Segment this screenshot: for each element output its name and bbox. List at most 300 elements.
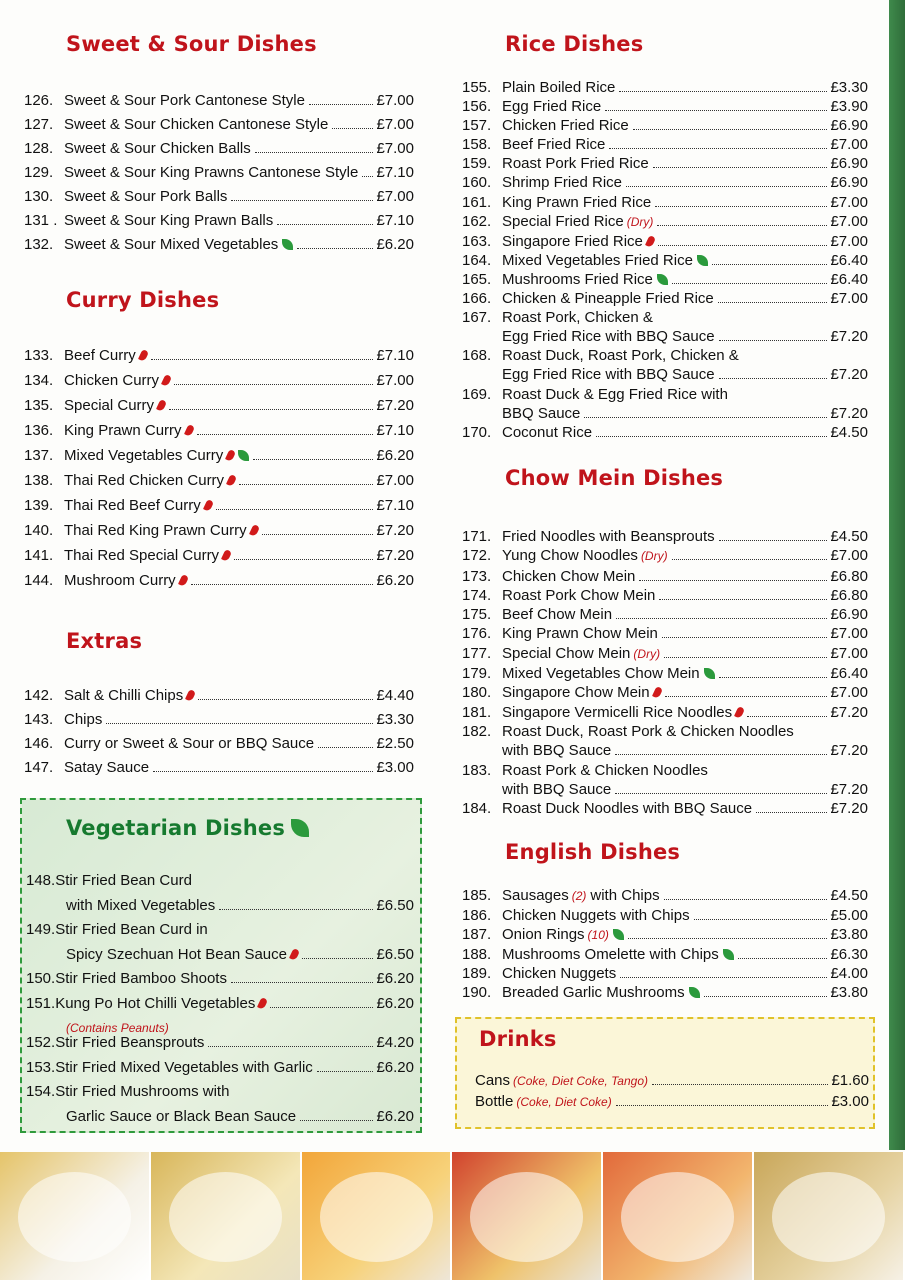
item-name xyxy=(502,404,580,423)
leader-dots xyxy=(297,248,373,249)
item-number: 175. xyxy=(462,606,492,624)
leader-dots xyxy=(317,1071,374,1072)
menu-item-line xyxy=(462,270,868,289)
item-number: 158. xyxy=(462,136,492,154)
item-name xyxy=(64,543,230,568)
item-name-text: Mushrooms Fried Rice xyxy=(502,270,653,288)
menu-item-line xyxy=(462,365,868,384)
item-name-text: Breaded Garlic Mushrooms xyxy=(502,984,685,1002)
menu-item-line xyxy=(24,568,414,593)
item-name xyxy=(502,741,611,760)
item-name xyxy=(502,722,794,741)
item-number: 173. xyxy=(462,567,492,585)
item-number: 156. xyxy=(462,98,492,116)
item-number: 183. xyxy=(462,761,492,779)
leader-dots xyxy=(694,919,828,920)
item-number: 129. xyxy=(24,164,54,181)
menu-item-line xyxy=(24,684,414,708)
item-number: 169. xyxy=(462,385,492,403)
menu-item-line xyxy=(462,722,868,741)
menu-item-line xyxy=(24,368,414,393)
item-name-text: Sweet & Sour Chicken Balls xyxy=(64,140,251,157)
item-name xyxy=(55,992,266,1017)
vegetarian-leaf-icon xyxy=(723,949,734,960)
menu-item xyxy=(462,546,868,566)
item-name-text: Roast Pork & Chicken Noodles xyxy=(502,761,708,779)
item-name xyxy=(502,586,655,605)
menu-item xyxy=(462,289,868,308)
leader-dots xyxy=(664,657,827,658)
item-name-text: Sweet & Sour Pork Balls xyxy=(64,188,228,205)
leader-dots xyxy=(616,618,827,619)
item-price: £6.80 xyxy=(830,586,868,604)
item-price: £7.20 xyxy=(830,800,868,818)
menu-item xyxy=(26,1056,414,1081)
leader-dots xyxy=(231,200,373,201)
menu-item-line xyxy=(26,869,414,894)
item-price: £7.00 xyxy=(830,547,868,565)
menu-item xyxy=(24,493,414,518)
item-name xyxy=(64,393,165,418)
menu-item-line xyxy=(462,886,868,906)
leader-dots xyxy=(665,696,828,697)
menu-item xyxy=(462,664,868,683)
item-number: 151. xyxy=(26,994,56,1012)
menu-item-line xyxy=(462,925,868,945)
menu-item xyxy=(26,967,414,992)
menu-item-line xyxy=(462,906,868,925)
item-number: 137. xyxy=(24,447,54,464)
chilli-icon xyxy=(203,499,214,512)
menu-item-line xyxy=(24,493,414,518)
menu-item xyxy=(462,624,868,643)
item-name-text: Thai Red Chicken Curry xyxy=(64,472,225,489)
menu-item xyxy=(24,233,414,257)
item-name xyxy=(64,89,305,113)
menu-item xyxy=(462,799,868,818)
item-name-text: Yung Chow Noodles xyxy=(502,547,638,565)
item-price: £7.00 xyxy=(376,188,414,205)
item-number: 176. xyxy=(462,625,492,643)
menu-item xyxy=(462,154,868,173)
leader-dots xyxy=(653,167,828,168)
item-note: (2) xyxy=(571,889,587,903)
item-name-text: Roast Duck & Egg Fried Rice with xyxy=(502,385,728,403)
menu-item xyxy=(462,722,868,761)
item-name xyxy=(502,780,611,799)
menu-item-line xyxy=(462,346,868,365)
menu-item-line xyxy=(462,423,868,442)
item-price: £6.50 xyxy=(376,945,414,963)
item-name-text: Egg Fried Rice with BBQ Sauce xyxy=(502,366,715,384)
item-number: 144. xyxy=(24,572,54,589)
leader-dots xyxy=(208,1046,373,1047)
item-number: 153. xyxy=(26,1058,56,1076)
menu-item-line xyxy=(24,185,414,209)
item-name-text: King Prawn Chow Mein xyxy=(502,625,658,643)
vegetarian-leaf-icon xyxy=(613,929,624,940)
item-price: £6.20 xyxy=(376,236,414,253)
leader-dots xyxy=(657,225,827,226)
leader-dots xyxy=(719,340,828,341)
item-price: £6.90 xyxy=(830,606,868,624)
item-number: 157. xyxy=(462,117,492,135)
menu-item-line xyxy=(26,967,414,992)
menu-item-line xyxy=(475,1071,869,1092)
item-name xyxy=(502,683,661,702)
item-number: 133. xyxy=(24,347,54,364)
menu-item xyxy=(462,173,868,192)
menu-item xyxy=(24,518,414,543)
allergen-note: (Contains Peanuts) xyxy=(66,1021,169,1035)
menu-item xyxy=(475,1071,869,1092)
item-name xyxy=(55,869,192,894)
menu-item xyxy=(462,423,868,442)
item-name-text: Chicken & Pineapple Fried Rice xyxy=(502,290,714,308)
leader-dots xyxy=(672,283,828,284)
item-number: 160. xyxy=(462,174,492,192)
menu-item-line xyxy=(24,233,414,257)
item-name xyxy=(502,97,601,116)
item-name-text: Salt & Chilli Chips xyxy=(64,687,184,704)
leader-dots xyxy=(362,176,373,177)
leader-dots xyxy=(300,1120,373,1121)
item-number: 134. xyxy=(24,372,54,389)
menu-item xyxy=(24,209,414,233)
item-price: £4.50 xyxy=(830,528,868,545)
leader-dots xyxy=(216,509,374,510)
item-name-text: Special Curry xyxy=(64,397,155,414)
item-price: £7.00 xyxy=(830,625,868,643)
item-price: £6.20 xyxy=(376,994,414,1012)
menu-item-line xyxy=(462,683,868,702)
leader-dots xyxy=(605,110,827,111)
menu-item-line xyxy=(462,799,868,818)
item-price: £7.10 xyxy=(376,164,414,181)
leader-dots xyxy=(738,958,828,959)
menu-item-line xyxy=(24,137,414,161)
item-number: 128. xyxy=(24,140,54,157)
item-name xyxy=(502,78,615,97)
item-price: £7.00 xyxy=(830,136,868,154)
vegetarian-leaf-icon xyxy=(291,819,309,837)
item-name xyxy=(64,756,149,780)
item-price: £1.60 xyxy=(831,1072,869,1089)
item-name-text: Roast Pork Chow Mein xyxy=(502,586,656,604)
page-edge-decoration xyxy=(889,0,905,1150)
vegetarian-box xyxy=(20,798,422,1133)
item-name-text: Stir Fried Bean Curd xyxy=(55,872,192,889)
item-name-after: with Chips xyxy=(590,887,660,904)
item-price: £6.40 xyxy=(830,251,868,269)
item-price: £7.10 xyxy=(376,347,414,364)
menu-item-line xyxy=(462,212,868,232)
item-note: (Dry) xyxy=(640,549,668,564)
item-name xyxy=(502,945,734,964)
menu-item-line xyxy=(462,761,868,780)
item-name-text: Satay Sauce xyxy=(64,759,150,776)
food-photo xyxy=(603,1152,754,1280)
item-number: 143. xyxy=(24,711,54,728)
item-name-text: Mixed Vegetables Curry xyxy=(64,447,224,464)
leader-dots xyxy=(332,128,373,129)
menu-item xyxy=(462,97,868,116)
item-number: 179. xyxy=(462,665,492,683)
item-price: £6.30 xyxy=(830,946,868,964)
item-note: (Dry) xyxy=(626,214,654,229)
leader-dots xyxy=(309,104,373,105)
item-name xyxy=(64,233,293,257)
item-number: 174. xyxy=(462,586,492,604)
item-price: £7.00 xyxy=(376,140,414,157)
menu-item xyxy=(26,1080,414,1129)
item-name xyxy=(502,644,660,664)
item-name xyxy=(502,327,715,346)
leader-dots xyxy=(620,977,827,978)
chilli-icon xyxy=(178,574,189,587)
item-name-text: Egg Fried Rice xyxy=(502,98,602,116)
item-name xyxy=(502,423,592,442)
item-name xyxy=(64,518,258,543)
item-price: £3.80 xyxy=(830,984,868,1002)
item-name xyxy=(502,173,622,192)
menu-item xyxy=(462,78,868,97)
menu-item xyxy=(24,185,414,209)
item-number: 167. xyxy=(462,309,492,327)
item-price: £7.20 xyxy=(830,703,868,721)
menu-item xyxy=(475,1092,869,1113)
extras-title: Extras xyxy=(66,629,143,653)
item-price: £6.90 xyxy=(830,117,868,135)
item-name xyxy=(502,886,660,906)
item-number: 161. xyxy=(462,193,492,211)
item-name xyxy=(502,546,668,566)
leader-dots xyxy=(615,793,827,794)
food-photo xyxy=(452,1152,603,1280)
item-name xyxy=(502,906,690,925)
item-note: (Dry) xyxy=(633,646,661,661)
menu-item-line xyxy=(24,89,414,113)
menu-item-line xyxy=(462,741,868,760)
item-name xyxy=(64,684,194,708)
menu-item-line xyxy=(462,703,868,722)
item-number: 154. xyxy=(26,1083,56,1100)
leader-dots xyxy=(626,186,827,187)
item-name xyxy=(55,1056,313,1081)
leader-dots xyxy=(658,245,828,246)
leader-dots xyxy=(277,224,373,225)
item-name xyxy=(502,964,616,983)
chilli-icon xyxy=(221,549,232,562)
item-price: £4.20 xyxy=(376,1034,414,1051)
menu-item-line xyxy=(462,586,868,605)
menu-item-line xyxy=(462,116,868,135)
vegetarian-leaf-icon xyxy=(282,239,293,250)
item-name xyxy=(502,193,651,212)
leader-dots xyxy=(262,534,374,535)
menu-item-line xyxy=(24,518,414,543)
item-price: £6.20 xyxy=(376,1107,414,1125)
vegetarian-leaf-icon xyxy=(689,987,700,998)
item-price: £7.00 xyxy=(830,193,868,211)
menu-item-line xyxy=(462,404,868,423)
item-number: 186. xyxy=(462,907,492,925)
item-name xyxy=(502,135,605,154)
menu-item-line xyxy=(26,1056,414,1081)
item-name-text: with BBQ Sauce xyxy=(502,780,612,798)
menu-item xyxy=(24,343,414,368)
item-number: 182. xyxy=(462,722,492,740)
item-name-text: BBQ Sauce xyxy=(502,404,581,422)
chilli-icon xyxy=(652,686,663,699)
menu-item xyxy=(26,869,414,918)
item-name-text: Roast Duck Noodles with BBQ Sauce xyxy=(502,800,753,818)
item-name xyxy=(64,343,147,368)
item-number: 141. xyxy=(24,547,54,564)
chilli-icon xyxy=(225,449,236,462)
menu-item xyxy=(24,468,414,493)
item-name-text: Chicken Curry xyxy=(64,372,160,389)
menu-item-line xyxy=(462,251,868,270)
menu-item xyxy=(24,443,414,468)
curry-title: Curry Dishes xyxy=(66,288,220,312)
item-name-text: Egg Fried Rice with BBQ Sauce xyxy=(502,328,715,346)
item-name-text: with BBQ Sauce xyxy=(502,742,612,760)
menu-item-line xyxy=(24,393,414,418)
item-number: 135. xyxy=(24,397,54,414)
leader-dots xyxy=(198,699,373,700)
item-price: £6.20 xyxy=(376,1058,414,1076)
item-name xyxy=(66,894,215,919)
leader-dots xyxy=(219,909,373,910)
menu-item xyxy=(24,568,414,593)
item-name xyxy=(64,732,314,756)
menu-item-line xyxy=(24,161,414,185)
item-name xyxy=(502,761,708,780)
chilli-icon xyxy=(138,349,149,362)
food-photo-strip xyxy=(0,1152,905,1280)
item-price: £7.00 xyxy=(376,92,414,109)
item-number: 131 . xyxy=(24,212,58,229)
item-number: 155. xyxy=(462,79,492,96)
leader-dots xyxy=(584,417,827,418)
leader-dots xyxy=(197,434,374,435)
item-price: £7.00 xyxy=(830,212,868,230)
item-name-text: Cans xyxy=(475,1072,511,1089)
item-name-text: Beef Curry xyxy=(64,347,136,364)
item-name-text: King Prawn Fried Rice xyxy=(502,193,652,211)
leader-dots xyxy=(615,754,827,755)
item-price: £3.00 xyxy=(376,759,414,776)
item-name xyxy=(502,703,743,722)
menu-item xyxy=(26,918,414,967)
item-number: 189. xyxy=(462,965,492,983)
menu-item-line xyxy=(462,385,868,404)
menu-item-line xyxy=(462,780,868,799)
leader-dots xyxy=(662,637,828,638)
menu-item xyxy=(24,684,414,708)
item-name-text: Stir Fried Bean Curd in xyxy=(55,921,208,938)
leader-dots xyxy=(619,91,827,92)
item-name xyxy=(64,161,358,185)
item-name-text: Chips xyxy=(64,711,103,728)
menu-item-line xyxy=(475,1092,869,1113)
item-name xyxy=(64,137,251,161)
item-name xyxy=(64,368,170,393)
drinks-title: Drinks xyxy=(479,1027,557,1051)
item-price: £6.20 xyxy=(376,572,414,589)
menu-item-line xyxy=(462,624,868,643)
menu-item-line xyxy=(462,135,868,154)
item-number: 184. xyxy=(462,800,492,818)
item-number: 162. xyxy=(462,212,492,230)
item-number: 127. xyxy=(24,116,54,133)
item-name-text: Chicken Nuggets xyxy=(502,965,617,983)
menu-item-line xyxy=(26,943,414,968)
item-price: £6.20 xyxy=(376,970,414,987)
item-name-text: Onion Rings xyxy=(502,926,585,944)
item-price: £7.10 xyxy=(376,422,414,439)
item-price: £3.30 xyxy=(830,79,868,96)
sweet-sour-title: Sweet & Sour Dishes xyxy=(66,32,317,56)
menu-item xyxy=(462,567,868,586)
menu-item-line xyxy=(462,964,868,983)
menu-item xyxy=(462,251,868,270)
item-number: 172. xyxy=(462,547,492,565)
item-number: 148. xyxy=(26,872,56,889)
leader-dots xyxy=(609,148,827,149)
item-name-text: Fried Noodles with Beansprouts xyxy=(502,528,715,545)
leader-dots xyxy=(234,559,373,560)
item-name xyxy=(502,624,658,643)
menu-item-line xyxy=(26,1105,414,1130)
menu-item-line xyxy=(26,1031,414,1056)
item-name-text: Stir Fried Mushrooms with xyxy=(55,1083,230,1100)
leader-dots xyxy=(756,812,827,813)
leader-dots xyxy=(106,723,373,724)
leader-dots xyxy=(151,359,374,360)
item-name-text: Stir Fried Mixed Vegetables with Garlic xyxy=(55,1058,313,1076)
chilli-icon xyxy=(185,689,196,702)
item-price: £6.40 xyxy=(830,665,868,683)
item-price: £7.20 xyxy=(830,328,868,346)
item-note: (Coke, Diet Coke, Tango) xyxy=(513,1074,648,1088)
item-number: 138. xyxy=(24,472,54,489)
item-name-text: Bottle xyxy=(475,1092,514,1110)
menu-item-line xyxy=(24,756,414,780)
item-name-text: Stir Fried Bamboo Shoots xyxy=(55,970,227,987)
item-number: 180. xyxy=(462,684,492,702)
item-name-text: King Prawn Curry xyxy=(64,422,182,439)
item-number: 150. xyxy=(26,970,56,987)
extras-list xyxy=(24,684,414,780)
menu-item-line xyxy=(26,918,414,943)
item-price: £6.40 xyxy=(830,270,868,288)
item-name-text: Kung Po Hot Chilli Vegetables xyxy=(55,994,256,1012)
leader-dots xyxy=(639,580,827,581)
leader-dots xyxy=(655,206,827,207)
menu-item xyxy=(462,135,868,154)
leader-dots xyxy=(719,540,828,541)
menu-item-line xyxy=(462,327,868,346)
item-price: £7.00 xyxy=(376,116,414,133)
leader-dots xyxy=(628,938,828,939)
item-name-text: Shrimp Fried Rice xyxy=(502,174,623,192)
item-price: £4.40 xyxy=(376,687,414,704)
item-price: £7.00 xyxy=(830,290,868,308)
menu-item xyxy=(462,527,868,546)
item-name xyxy=(66,943,298,968)
